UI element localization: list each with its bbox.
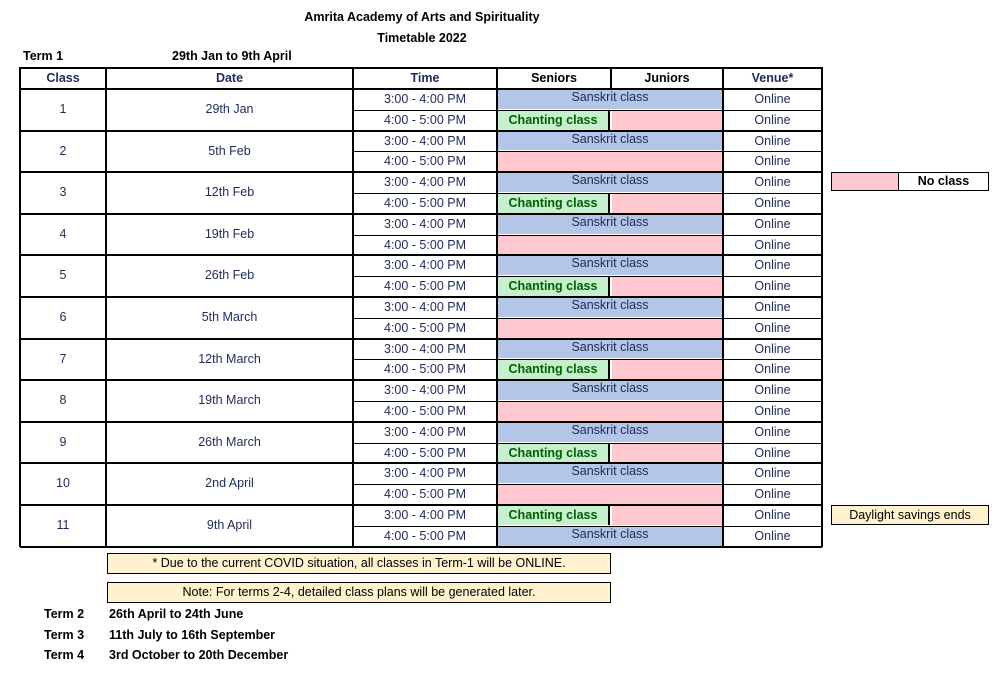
time-slot: 3:00 - 4:00 PM — [384, 383, 466, 398]
header-venue: Venue* — [751, 71, 794, 85]
no-class-cell — [498, 152, 722, 171]
class-date: 29th Jan — [205, 102, 254, 116]
column-divider — [352, 67, 354, 547]
column-divider — [105, 67, 107, 547]
table-bottom-border — [20, 546, 822, 548]
sanskrit-class-cell: Sanskrit class — [498, 340, 722, 359]
term2-dates: 26th April to 24th June — [109, 607, 244, 621]
class-date: 12th Feb — [204, 185, 255, 200]
class-number: 4 — [59, 226, 67, 241]
time-slot: 4:00 - 5:00 PM — [384, 528, 466, 543]
venue: Online — [754, 466, 791, 481]
term3-label: Term 3 — [44, 628, 85, 642]
header-time: Time — [410, 71, 440, 85]
header-juniors: Juniors — [644, 71, 690, 85]
no-class-cell — [612, 360, 722, 379]
time-slot: 3:00 - 4:00 PM — [384, 341, 466, 356]
class-date: 19th Feb — [204, 226, 255, 241]
sanskrit-class-cell: Sanskrit class — [498, 464, 722, 483]
class-plans-note: Note: For terms 2-4, detailed class plans will be generated later. — [107, 582, 611, 603]
no-class-cell — [612, 444, 722, 463]
sanskrit-class-cell: Sanskrit class — [498, 381, 722, 400]
class-date: 2nd April — [205, 476, 254, 491]
legend-no-class-swatch — [831, 172, 899, 191]
column-divider — [821, 67, 823, 547]
time-slot: 3:00 - 4:00 PM — [384, 258, 466, 273]
chanting-class-cell: Chanting class — [498, 444, 610, 463]
sanskrit-class-cell: Sanskrit class — [498, 423, 722, 442]
header-date: Date — [215, 71, 244, 85]
sanskrit-class-cell: Sanskrit class — [498, 215, 722, 234]
page-title: Amrita Academy of Arts and Spirituality — [304, 10, 540, 24]
class-number: 7 — [59, 351, 67, 366]
sanskrit-class-cell: Sanskrit class — [498, 298, 722, 317]
chanting-class-cell: Chanting class — [498, 506, 610, 525]
sanskrit-class-cell: Sanskrit class — [498, 90, 722, 109]
slot-divider — [353, 193, 822, 194]
column-divider — [610, 67, 612, 89]
class-number: 10 — [56, 476, 70, 491]
venue: Online — [754, 92, 791, 106]
class-date: 9th April — [206, 518, 253, 532]
sanskrit-class-cell: Sanskrit class — [498, 256, 722, 275]
venue: Online — [754, 258, 791, 273]
time-slot: 4:00 - 5:00 PM — [384, 112, 466, 127]
no-class-cell — [498, 319, 722, 338]
venue: Online — [754, 196, 791, 210]
column-divider — [722, 67, 724, 547]
venue: Online — [754, 424, 791, 439]
no-class-cell — [498, 485, 722, 504]
time-slot: 4:00 - 5:00 PM — [384, 404, 466, 418]
term4-dates: 3rd October to 20th December — [109, 648, 289, 662]
class-date: 5th March — [201, 310, 258, 324]
chanting-class-cell: Chanting class — [498, 277, 610, 296]
venue: Online — [754, 133, 791, 148]
class-number: 11 — [56, 518, 70, 532]
venue: Online — [754, 445, 791, 460]
slot-divider — [353, 151, 822, 152]
sanskrit-class-cell: Sanskrit class — [498, 527, 722, 546]
time-slot: 4:00 - 5:00 PM — [384, 237, 466, 252]
venue: Online — [754, 404, 791, 418]
venue: Online — [754, 300, 791, 314]
no-class-cell — [612, 194, 722, 213]
term3-dates: 11th July to 16th September — [109, 628, 276, 642]
time-slot: 4:00 - 5:00 PM — [384, 362, 466, 377]
time-slot: 3:00 - 4:00 PM — [384, 508, 466, 522]
daylight-savings-note: Daylight savings ends — [831, 505, 989, 525]
time-slot: 4:00 - 5:00 PM — [384, 154, 466, 169]
header-class: Class — [46, 71, 80, 85]
term4-label: Term 4 — [44, 648, 85, 662]
covid-note: * Due to the current COVID situation, all classes in Term-1 will be ONLINE. — [107, 553, 611, 574]
term2-label: Term 2 — [44, 607, 85, 621]
time-slot: 3:00 - 4:00 PM — [384, 466, 466, 481]
slot-divider — [353, 110, 822, 111]
class-date: 19th March — [198, 393, 261, 408]
time-slot: 4:00 - 5:00 PM — [384, 320, 466, 335]
no-class-cell — [498, 236, 722, 255]
page-subtitle: Timetable 2022 — [377, 31, 467, 45]
slot-divider — [353, 235, 822, 236]
class-date: 26th Feb — [204, 268, 255, 283]
venue: Online — [754, 175, 791, 190]
time-slot: 3:00 - 4:00 PM — [384, 133, 466, 148]
legend-no-class-label: No class — [898, 172, 989, 191]
chanting-class-cell: Chanting class — [498, 111, 610, 130]
venue: Online — [754, 154, 791, 169]
term1-dates: 29th Jan to 9th April — [172, 49, 292, 63]
chanting-class-cell: Chanting class — [498, 360, 610, 379]
chanting-class-cell: Chanting class — [498, 194, 610, 213]
venue: Online — [754, 383, 791, 398]
class-number: 1 — [59, 102, 67, 116]
slot-divider — [353, 484, 822, 485]
slot-divider — [353, 526, 822, 527]
column-divider — [19, 67, 21, 547]
class-date: 12th March — [198, 351, 261, 366]
slot-divider — [353, 443, 822, 444]
class-number: 6 — [59, 310, 67, 324]
time-slot: 4:00 - 5:00 PM — [384, 487, 466, 502]
time-slot: 4:00 - 5:00 PM — [384, 445, 466, 460]
venue: Online — [754, 237, 791, 252]
slot-divider — [353, 401, 822, 402]
header-seniors: Seniors — [531, 71, 577, 85]
time-slot: 3:00 - 4:00 PM — [384, 92, 466, 106]
venue: Online — [754, 216, 791, 231]
header-bottom-border — [20, 88, 822, 90]
time-slot: 4:00 - 5:00 PM — [384, 196, 466, 210]
column-divider — [496, 67, 498, 547]
venue: Online — [754, 112, 791, 127]
venue: Online — [754, 508, 791, 522]
sanskrit-class-cell: Sanskrit class — [498, 173, 722, 192]
time-slot: 3:00 - 4:00 PM — [384, 424, 466, 439]
sanskrit-class-cell: Sanskrit class — [498, 132, 722, 151]
class-number: 5 — [59, 268, 67, 283]
slot-divider — [353, 318, 822, 319]
class-date: 26th March — [198, 434, 261, 449]
venue: Online — [754, 320, 791, 335]
class-number: 2 — [59, 143, 67, 158]
venue: Online — [754, 487, 791, 502]
time-slot: 3:00 - 4:00 PM — [384, 300, 466, 314]
class-number: 3 — [59, 185, 67, 200]
term1-label: Term 1 — [23, 49, 64, 63]
time-slot: 4:00 - 5:00 PM — [384, 279, 466, 294]
venue: Online — [754, 362, 791, 377]
class-date: 5th Feb — [208, 143, 251, 158]
time-slot: 3:00 - 4:00 PM — [384, 175, 466, 190]
no-class-cell — [612, 277, 722, 296]
slot-divider — [353, 359, 822, 360]
table-top-border — [20, 67, 822, 69]
slot-divider — [353, 276, 822, 277]
time-slot: 3:00 - 4:00 PM — [384, 216, 466, 231]
no-class-cell — [498, 402, 722, 421]
venue: Online — [754, 279, 791, 294]
class-number: 8 — [59, 393, 67, 408]
venue: Online — [754, 528, 791, 543]
no-class-cell — [612, 506, 722, 525]
venue: Online — [754, 341, 791, 356]
no-class-cell — [612, 111, 722, 130]
class-number: 9 — [59, 434, 67, 449]
